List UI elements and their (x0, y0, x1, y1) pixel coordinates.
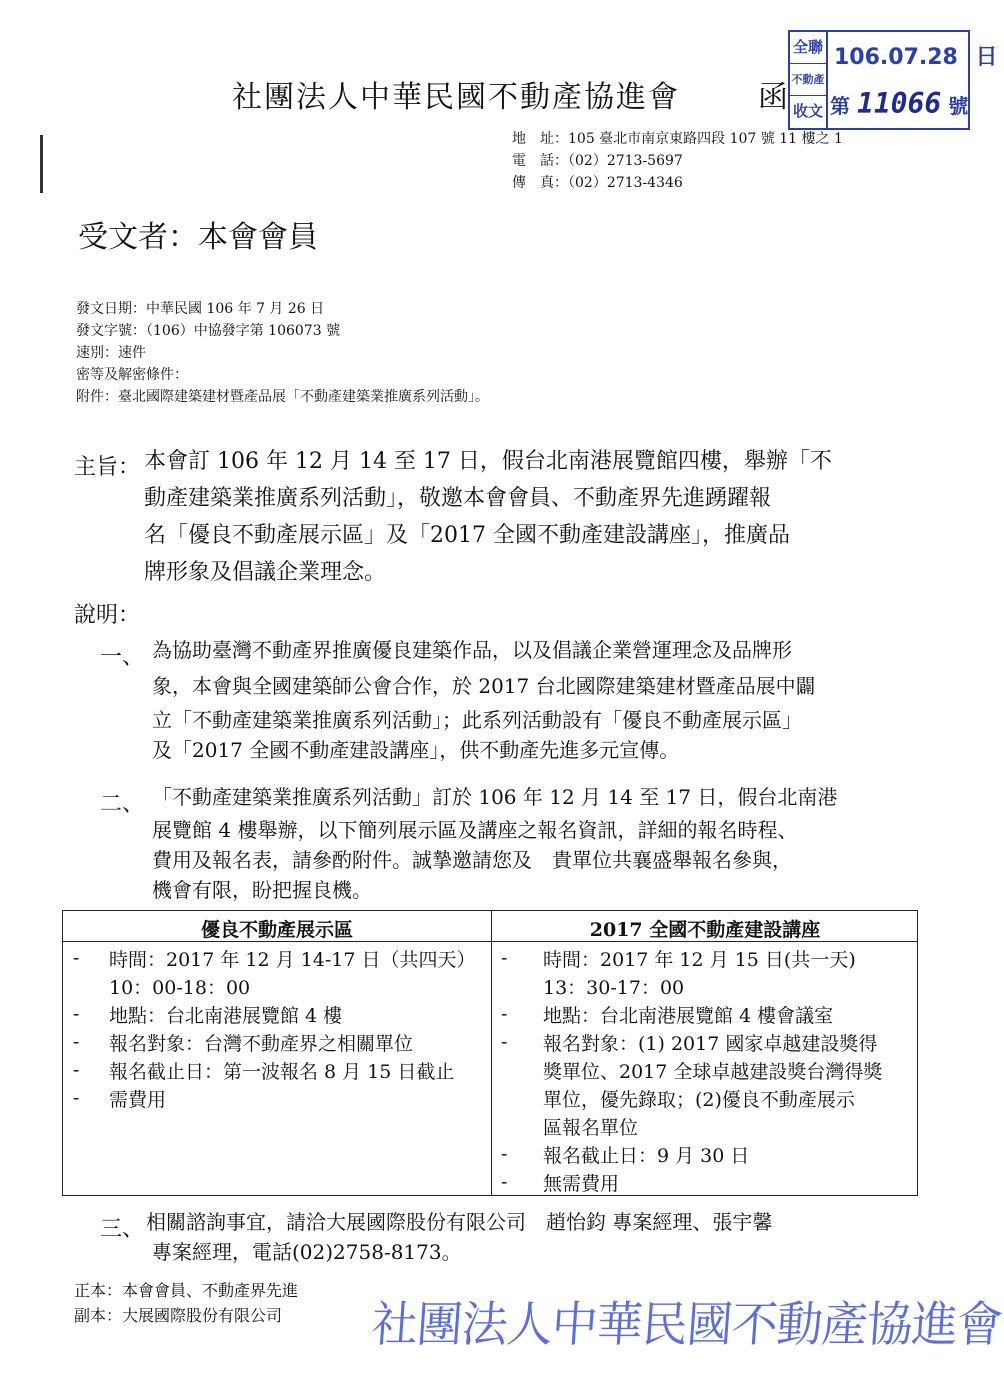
table-cell: 地點：台北南港展覽館 4 樓會議室 (543, 1005, 834, 1027)
bullet-dash: - (73, 1059, 80, 1081)
stamp-number-suffix: 號 (948, 94, 969, 118)
bullet-dash: - (501, 1003, 508, 1025)
item-number: 一、 (100, 645, 145, 670)
item3-line: 專案經理，電話(02)2758-8173。 (152, 1240, 462, 1264)
stamp-date (834, 40, 998, 71)
table-cell: 報名對象：台灣不動產界之相關單位 (109, 1033, 414, 1055)
subject-line: 名「優良不動產展示區」及「2017 全國不動產建設講座」，推廣品 (144, 523, 790, 548)
org-fax: 傳 真：（02）2713-4346 (512, 175, 683, 191)
stamp-cell-1: 全聯 (790, 32, 826, 64)
security-level: 密等及解密條件： (76, 367, 188, 383)
item2-line: 費用及報名表，請參酌附件。誠摯邀請您及 貴單位共襄盛舉報名參與， (152, 848, 792, 872)
bullet-dash: - (73, 1003, 80, 1025)
reference-number: 發文字號：（106）中協發字第 106073 號 (76, 323, 341, 339)
table-cell: 地點：台北南港展覽館 4 樓 (109, 1005, 343, 1027)
table-cell: 區報名單位 (543, 1117, 639, 1139)
table-divider (491, 911, 492, 1195)
bullet-dash: - (501, 1171, 508, 1193)
org-title: 社團法人中華民國不動產協進會 (232, 80, 680, 115)
bullet-dash: - (73, 1031, 80, 1053)
item3-line: 相關諮詢事宜，請洽大展國際股份有限公司 趙怡鈞 專案經理、張宇馨 (146, 1210, 773, 1234)
table-header-seminar: 2017 全國不動產建設講座 (589, 919, 821, 941)
attachment: 附件：臺北國際建築建材暨產品展「不動產建築業推廣系列活動」。 (76, 389, 489, 405)
table-cell: 時間：2017 年 12 月 15 日(共一天) (543, 949, 856, 971)
bullet-dash: - (501, 1143, 508, 1165)
stamp-date-unit: 日 (975, 45, 998, 70)
item1-line: 及「2017 全國不動產建設講座」，供不動產先進多元宣傳。 (152, 738, 680, 762)
received-stamp (788, 30, 998, 130)
table-cell: 報名截止日：第一波報名 8 月 15 日截止 (109, 1061, 455, 1083)
item-number: 二、 (100, 792, 145, 817)
stamp-cell-3: 收文 (792, 102, 823, 120)
registration-table (62, 910, 918, 1196)
org-seal-stamp: 社團法人中華民國不動產協進會 (369, 1295, 1004, 1353)
org-address: 地 址：105 臺北市南京東路四段 107 號 11 樓之 1 (512, 131, 843, 147)
item1-line: 象，本會與全國建築師公會合作，於 2017 台北國際建築建材暨產品展中闢 (152, 674, 816, 698)
subject-line: 動產建築業推廣系列活動」，敬邀本會會員、不動產界先進踴躍報 (144, 486, 772, 511)
subject-label: 主旨： (74, 455, 141, 480)
table-cell: 時間：2017 年 12 月 14-17 日（共四天） (109, 949, 476, 971)
bullet-dash: - (73, 1087, 80, 1109)
table-cell: 報名對象：(1) 2017 國家卓越建設獎得 (543, 1033, 878, 1055)
subject-line: 本會訂 106 年 12 月 14 至 17 日，假台北南港展覽館四樓，舉辦「不 (144, 449, 832, 474)
original-recipients: 正本：本會會員、不動產界先進 (74, 1281, 299, 1300)
table-cell: 需費用 (109, 1089, 167, 1111)
item2-line: 展覽館 4 樓舉辦，以下簡列展示區及講座之報名資訊，詳細的報名時程、 (152, 818, 798, 842)
item1-line: 為協助臺灣不動產界推廣優良建築作品，以及倡議企業營運理念及品牌形 (152, 638, 792, 662)
stamp-label-column (790, 32, 828, 128)
table-cell: 單位，優先錄取；(2)優良不動產展示 (543, 1089, 855, 1111)
item-number: 三、 (100, 1217, 145, 1242)
item2-line: 「不動產建築業推廣系列活動」訂於 106 年 12 月 14 至 17 日，假台北南港 (152, 785, 838, 809)
speed: 速別：速件 (76, 345, 146, 361)
table-cell: 10：00-18：00 (109, 977, 251, 999)
bullet-dash: - (501, 1031, 508, 1053)
table-cell: 13：30-17：00 (543, 977, 685, 999)
copy-recipients: 副本：大展國際股份有限公司 (74, 1306, 283, 1325)
bullet-dash: - (73, 947, 80, 969)
stamp-number-prefix: 第 (830, 94, 850, 118)
table-cell: 獎單位、2017 全球卓越建設獎台灣得獎 (543, 1061, 883, 1083)
letter-type: 函 (758, 80, 788, 115)
table-header-exhibition: 優良不動產展示區 (200, 919, 353, 941)
issue-date: 發文日期：中華民國 106 年 7 月 26 日 (76, 301, 325, 317)
stamp-date-value: 106.07.28 (834, 45, 958, 70)
description-label: 說明： (74, 603, 141, 628)
stamp-number-value: 11066 (856, 87, 942, 120)
stamp-cell-2: 不動產 (790, 64, 826, 96)
item2-line: 機會有限，盼把握良機。 (152, 878, 372, 902)
subject-line: 牌形象及倡議企業理念。 (144, 560, 387, 585)
recipient: 受文者：本會會員 (78, 220, 318, 255)
item1-line: 立「不動產建築業推廣系列活動」；此系列活動設有「優良不動產展示區」 (152, 708, 802, 732)
table-cell: 無需費用 (543, 1173, 620, 1195)
org-phone: 電 話：（02）2713-5697 (512, 153, 683, 169)
table-cell: 報名截止日：9 月 30 日 (543, 1145, 750, 1167)
bullet-dash: - (501, 947, 508, 969)
stamp-number (830, 87, 968, 120)
margin-mark (40, 135, 43, 193)
